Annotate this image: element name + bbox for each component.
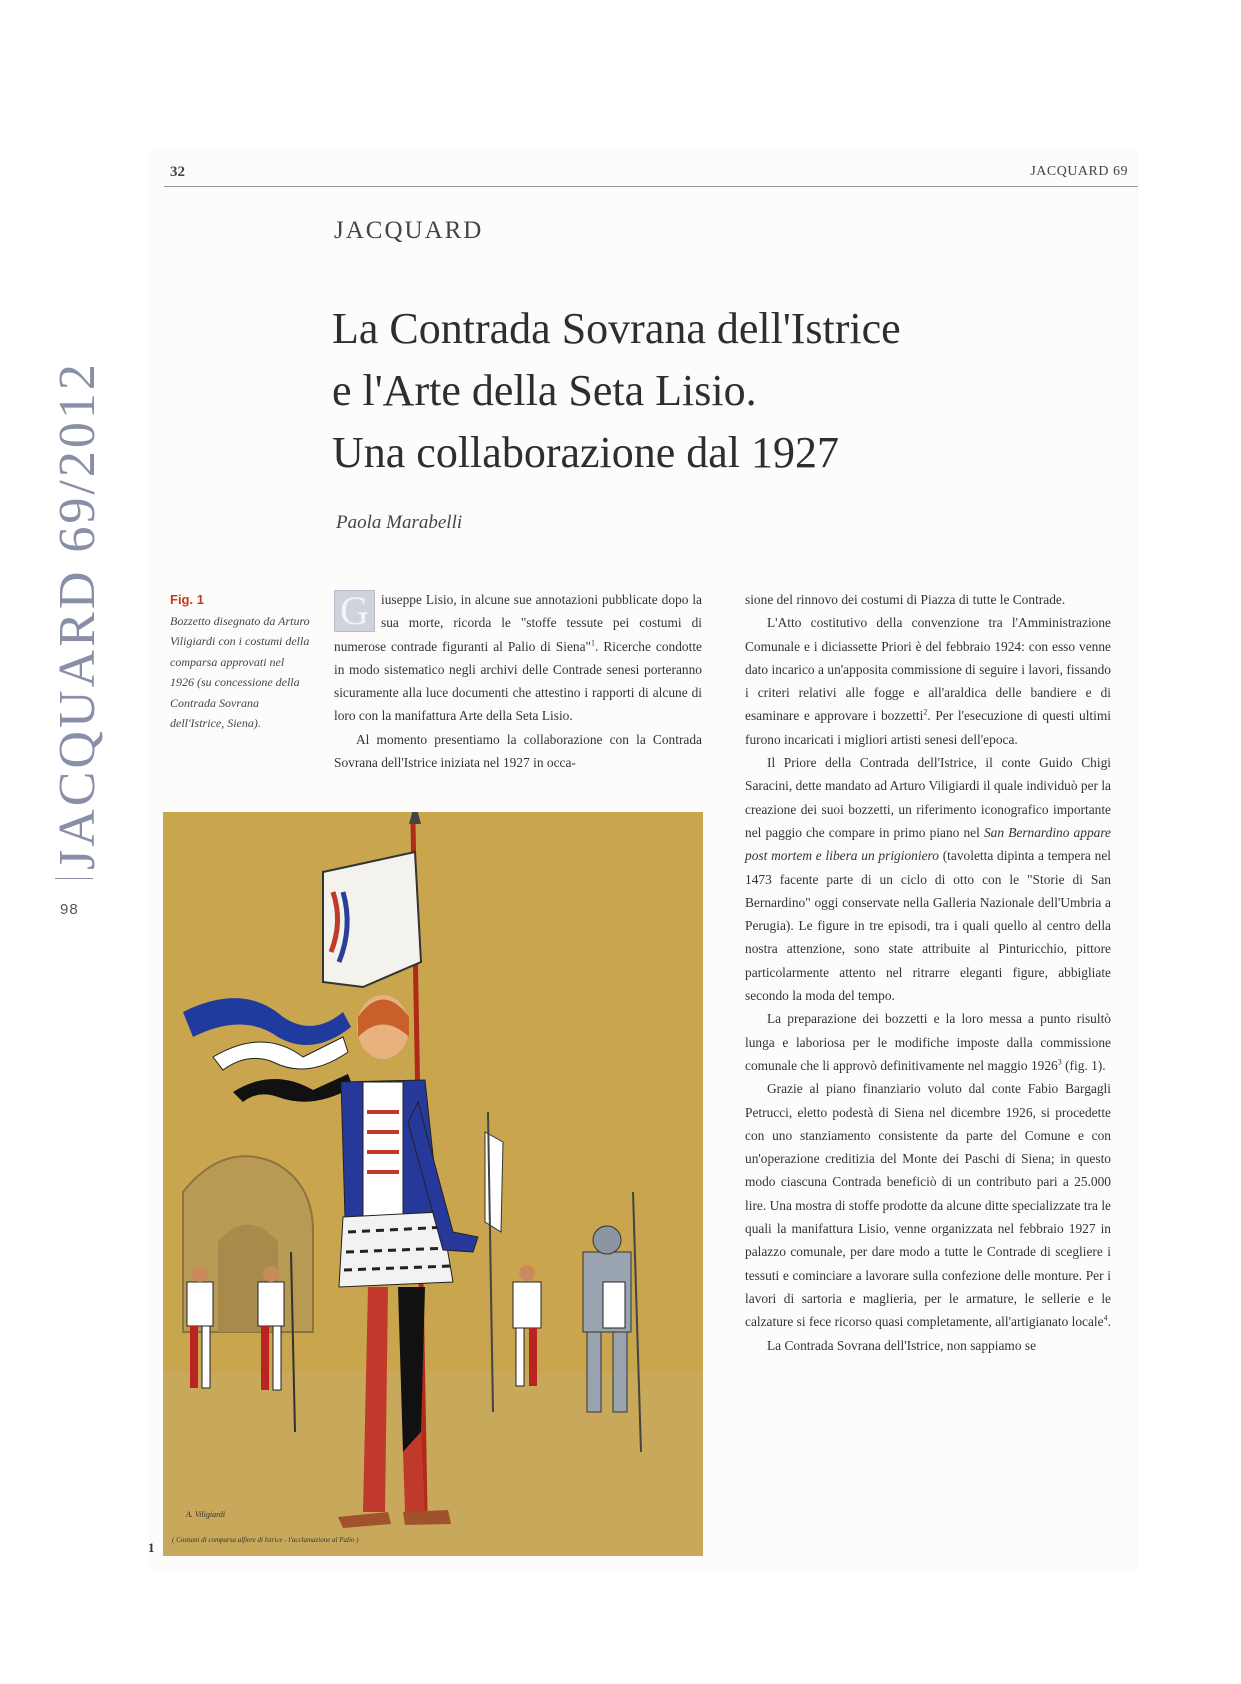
paragraph: Il Priore della Contrada dell'Istrice, il conte Guido Chigi Saracini, dette mandato ad Arturo Viligiardi il quale individuò per la creazione dei suoi bozzetti, un riferimento iconografico importante nel paggio che compare in primo piano nel San Bernardino appare post mortem e libera un prigioniero (tavoletta dipinta a tempera nel 1473 facente parte di un ciclo di otto con le "Storie di San Bernardino" oggi conservate nella Galleria Nazionale dell'Umbria a Perugia). Le figure in tre episodi, tra i quali quello al centro della nostra attenzione, sono state attribuite al Pinturicchio, pittore particolarmente attento nel ritrarre eleganti figure, abbigliate secondo la moda del tempo.	[745, 755, 1111, 1004]
title-line-1: La Contrada Sovrana dell'Istrice	[332, 304, 901, 353]
journal-brand: JACQUARD	[334, 217, 484, 244]
side-divider	[55, 878, 93, 879]
illustration	[163, 812, 703, 1556]
illustration-number: 1	[148, 1540, 155, 1555]
illustration-drawing	[163, 812, 703, 1556]
text-column-2	[745, 588, 1111, 1357]
paragraph: Grazie al piano finanziario voluto dal conte Fabio Bargagli Petrucci, eletto podestà di Siena nel dicembre 1926, si procedette con uno stanziamento consistente da parte del Comune e con un'operazione creditizia del Monte dei Paschi di Siena; in questo modo ciascuna Contrada beneficiò di un contributo pari a 25.000 lire. Una mostra di stoffe prodotte da alcune ditte specializzate tra le quali la manifattura Lisio, venne organizzata nel febbraio 1927 in palazzo comunale, per dare modo a tutte le Contrade di scegliere i tessuti e cominciare a lavorare sulla confezione delle monture. Per i lavori di sartoria e maglieria, per le armature, le sellerie e le calzature si fece ricorso quasi completamente, all'artigianato locale$^4$.	[745, 1081, 1111, 1330]
paragraph: Al momento presentiamo la collaborazione con la Contrada Sovrana dell'Istrice iniziata nel 1927 in occa-	[334, 731, 702, 771]
paragraph: L'Atto costitutivo della convenzione tra l'Amministrazione Comunale e i diciassette Priori è del febbraio 1924: con esso venne dato incarico a un'apposita commissione di seguire i lavori, fissando i criteri relativi alle fogge e all'araldica delle bandiere e di esaminare e approvare i bozzetti$^2$. Per l'esecuzione di questi ultimi furono incaricati i migliori artisti senesi dell'epoca.	[745, 615, 1111, 747]
figure-label: Fig. 1	[170, 592, 204, 607]
header-rule	[164, 186, 1138, 187]
title-line-3: Una collaborazione dal 1927	[332, 428, 840, 477]
header-running-head: JACQUARD 69	[1030, 164, 1128, 179]
figure-caption-text: Bozzetto disegnato da Arturo Viligiardi con i costumi della comparsa approvati nel 1926 (su concessione della Contrada Sovrana dell'Istrice, Siena).	[170, 613, 310, 730]
title-line-2: e l'Arte della Seta Lisio.	[332, 366, 757, 415]
article-author: Paola Marabelli	[336, 512, 463, 533]
footnote-ref: 2	[923, 708, 928, 718]
illustration-signature: A. Viligiardi	[186, 1510, 226, 1519]
paragraph: G iuseppe Lisio, in alcune sue annotazioni pubblicate dopo la sua morte, ricorda le "stoffe tessute pei costumi di numerose contrade figuranti al Palio di Siena"$^1$. Ricerche condotte in modo sistematico negli archivi delle Contrade senesi porteranno sicuramente alla luce documenti che attestino i rapporti di alcune di loro con la manifattura Arte della Seta Lisio.	[334, 588, 703, 724]
paragraph: sione del rinnovo dei costumi di Piazza di tutte le Contrade.	[745, 592, 1066, 607]
article-title	[332, 298, 1112, 484]
header-page-number: 32	[170, 164, 185, 180]
scanned-page	[148, 150, 1138, 1570]
illustration-caption: ( Costumi di comparsa alfiere di Istrice - l'acclamazione al Palio )	[172, 1536, 359, 1544]
paragraph: La preparazione dei bozzetti e la loro messa a punto risultò lunga e laboriosa per le modifiche imposte dalla commissione comunale che li approvò definitivamente nel maggio 1926$^3$ (fig. 1).	[745, 1011, 1111, 1073]
footnote-ref: 3	[1057, 1057, 1062, 1067]
side-journal-title	[42, 360, 114, 880]
drop-cap: G	[334, 590, 375, 632]
footnote-ref: 1	[591, 638, 595, 648]
side-page-number: 98	[60, 901, 79, 918]
figure-caption	[170, 590, 310, 734]
side-journal-text: JACQUARD 69/2012	[49, 361, 106, 870]
text-column-1	[334, 588, 702, 774]
paragraph: La Contrada Sovrana dell'Istrice, non sappiamo se	[767, 1337, 1037, 1353]
footnote-ref: 4	[1103, 1313, 1108, 1323]
